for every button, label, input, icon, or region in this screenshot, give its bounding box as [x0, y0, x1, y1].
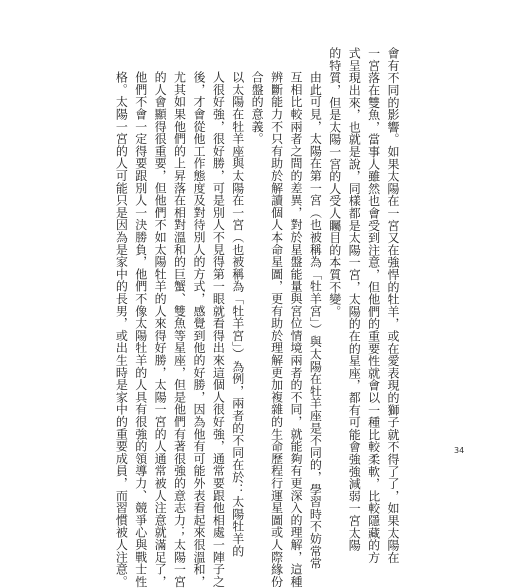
text-line: 互相比較兩者之間的差異，對於星盤能量與宮位情境兩者的不同，就能夠有更深入的理解，這種	[288, 71, 303, 588]
text-line: 會有不同的影響。如果太陽在一宮又在強悍的牡羊，或在愛表現的獅子就不得了了，如果太陽在	[386, 47, 400, 564]
text-line: 以太陽在牡羊座與太陽在一宮（也被稱為「牡羊宮」）為例，兩者的不同在於：太陽牡羊的	[230, 71, 245, 557]
paragraph	[111, 47, 247, 588]
paragraph	[247, 47, 325, 588]
text-line: 辨斷能力不只有助於解讀個人本命星圖，更有助於理解更加複雜的生命歷程行運星圖或人際緣份	[269, 71, 284, 588]
body-text	[111, 47, 402, 588]
text-line: 由此可見，太陽在第一宮（也被稱為「牡羊宮」）與太陽在牡羊座是不同的，學習時不妨常常	[308, 71, 323, 570]
paragraph	[324, 47, 402, 564]
text-line: 後，才會從他工作態度及對待別人的方式，感覺到他的好勝，因為他有可能外表看起來很溫和，	[191, 71, 206, 588]
text-line: 人很好強，很好勝，可是別人不見得第一眼就看得出來這個人很好強，通常要跟他相處一陣子之	[211, 71, 226, 588]
page-number: 34	[454, 446, 465, 455]
text-line: 式呈現出來，也就是說，同樣都是太陽一宮，太陽的在的星座，都有可能會強強減弱一宮太陽	[347, 47, 362, 552]
text-line: 的特質，但是太陽一宮的人受人矚目的本質不變。	[327, 47, 342, 318]
text-line: 一宮落在雙魚，當事人雖然也會受到注意，但他們的重要性就會以一種比較柔軟，比較隱藏的方	[366, 47, 381, 564]
text-line: 他們不會一定得要跟別人一決勝負，他們不像太陽牡羊的人具有很強的領導力、競爭心與戰士性	[133, 71, 148, 588]
text-line: 合盤的意義。	[250, 71, 265, 145]
text-line: 尤其如果他們的上昇落在相對溫和的巨蟹、雙魚等星座，但是他們有著很強的意志力；太陽一宮	[172, 71, 187, 588]
text-line: 格。太陽一宮的人可能只是因為是家中的長男，或出生時是家中的重要成員，而習慣被人注意。	[114, 71, 129, 588]
text-line: 的人會顯得很重要，但他們不如太陽牡羊的人來得好勝，太陽一宮的人通常被人注意就滿足了，	[153, 71, 168, 588]
